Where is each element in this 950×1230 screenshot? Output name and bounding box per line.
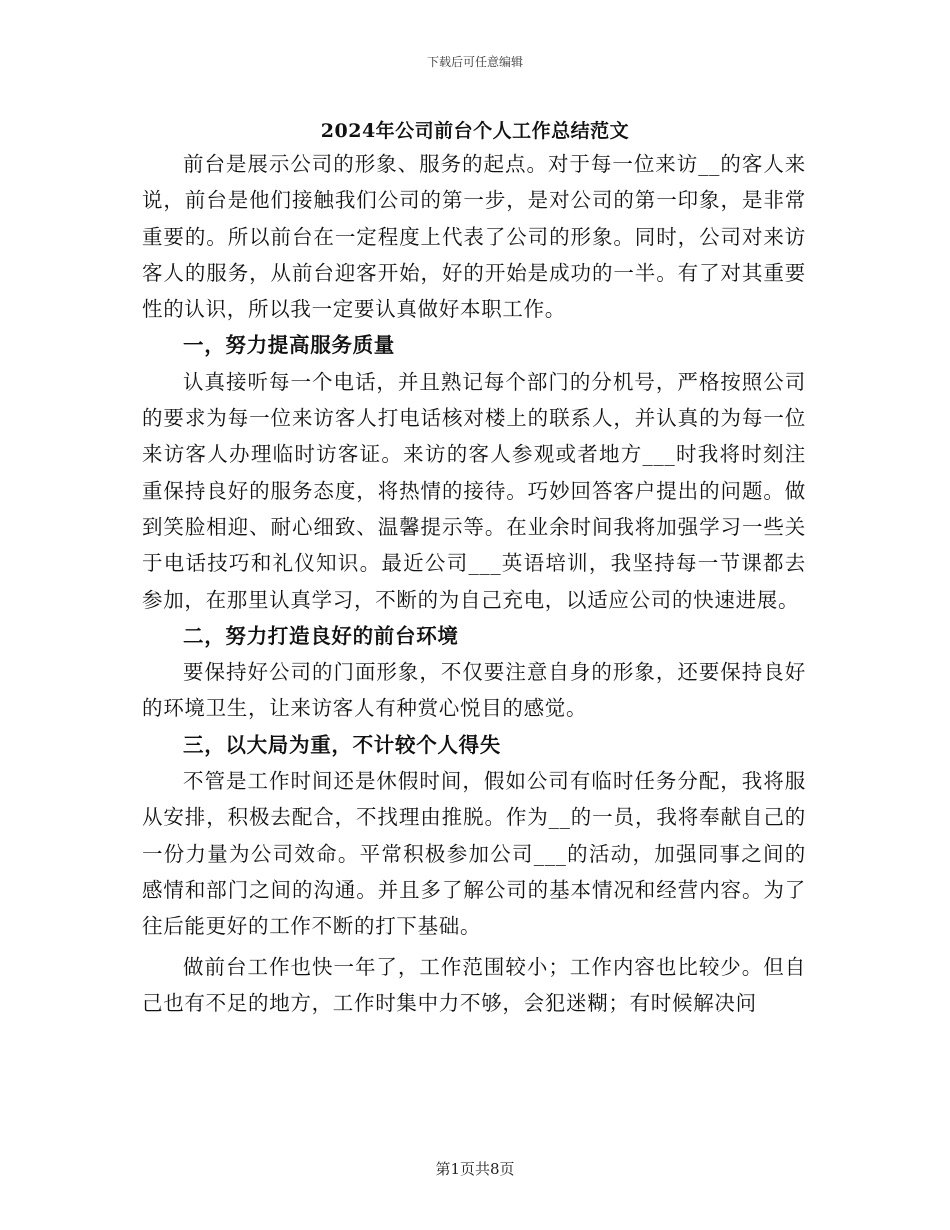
- header-note: 下载后可任意编辑: [426, 55, 523, 69]
- paragraph-intro: 前台是展示公司的形象、服务的起点。对于每一位来访__的客人来说，前台是他们接触我们公司的第一步，是对公司的第一印象，是非常重要的。所以前台在一定程度上代表了公司的形象。同时，公司对来访客人的服务，从前台迎客开始，好的开始是成功的一半。有了对其重要性的认识，所以我一定要认真做好本职工作。: [142, 152, 806, 322]
- paragraph-environment: 要保持好公司的门面形象，不仅要注意自身的形象，还要保持良好的环境卫生，让来访客人有种赏心悦目的感觉。: [142, 660, 806, 721]
- section-heading-3: 三，以大局为重，不计较个人得失: [183, 732, 501, 757]
- section-heading-2: 二，努力打造良好的前台环境: [183, 623, 459, 648]
- section-heading-1: 一，努力提高服务质量: [183, 333, 395, 358]
- paragraph-overall-interest: 不管是工作时间还是休假时间，假如公司有临时任务分配，我将服从安排，积极去配合，不找理由推脱。作为__的一员，我将奉献自己的一份力量为公司效命。平常积极参加公司___的活动，加强同事之间的感情和部门之间的沟通。并且多了解公司的基本情况和经营内容。为了往后能更好的工作不断的打下基础。: [142, 769, 806, 939]
- document-body: [142, 146, 806, 1021]
- page-number: 第1页共8页: [435, 1160, 515, 1178]
- paragraph-self-review: 做前台工作也快一年了，工作范围较小；工作内容也比较少。但自己也有不足的地方，工作时集中力不够，会犯迷糊；有时候解决问: [142, 954, 806, 1015]
- paragraph-service-quality: 认真接听每一个电话，并且熟记每个部门的分机号，严格按照公司的要求为每一位来访客人打电话核对楼上的联系人，并认真的为每一位来访客人办理临时访客证。来访的客人参观或者地方___时我将时刻注重保持良好的服务态度，将热情的接待。巧妙回答客户提出的问题。做到笑脸相迎、耐心细致、温馨提示等。在业余时间我将加强学习一些关于电话技巧和礼仪知识。最近公司___英语培训，我坚持每一节课都去参加，在那里认真学习，不断的为自己充电，以适应公司的快速进展。: [142, 369, 806, 612]
- document-title: 2024年公司前台个人工作总结范文: [320, 120, 630, 142]
